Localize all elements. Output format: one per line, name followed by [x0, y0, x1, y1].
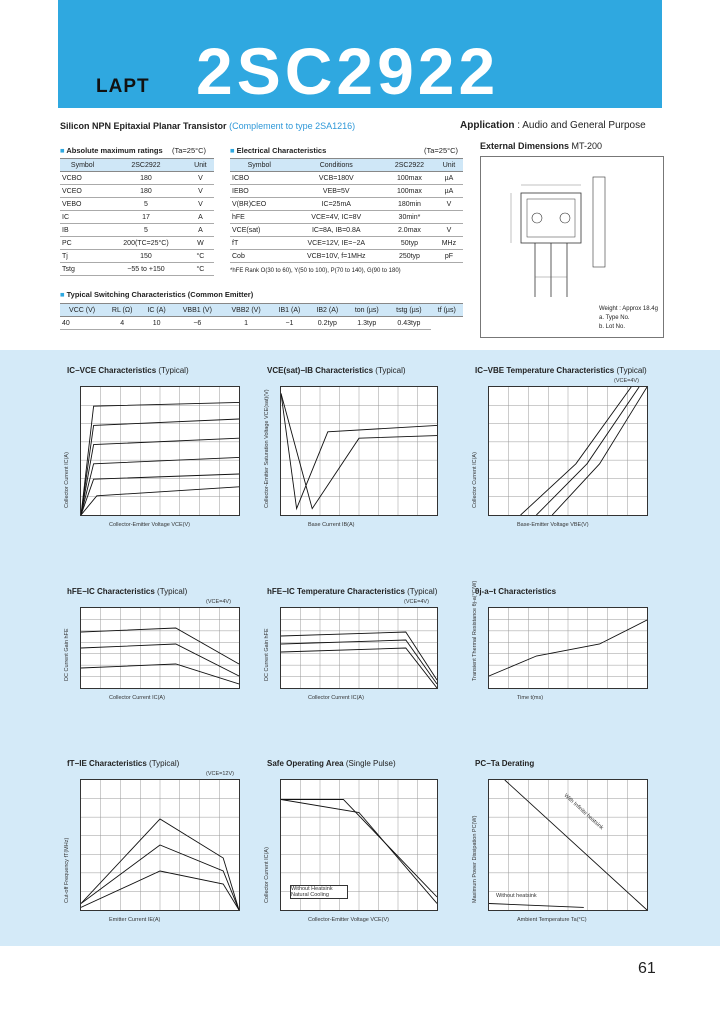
chart-ylabel: Collector Current IC(A) [472, 452, 478, 508]
table-cell: A [187, 224, 214, 237]
chart-title-text: Safe Operating Area [267, 759, 344, 768]
table-header: IB2 (A) [308, 304, 346, 317]
table-header: Unit [435, 159, 463, 172]
chart-xlabel: Base-Emitter Voltage VBE(V) [517, 522, 589, 528]
chart-title-text: PC−Ta Derating [475, 759, 535, 768]
table-row [60, 185, 214, 198]
table-cell: VEB=5V [288, 185, 384, 198]
table-cell: PC [60, 237, 105, 250]
elec-table [230, 158, 463, 263]
chart-xlabel: Collector Current IC(A) [109, 695, 165, 701]
table-header: tstg (µs) [387, 304, 430, 317]
table-cell: −6 [173, 317, 222, 330]
chart-condition: (VCE=12V) [206, 771, 234, 777]
table-header: Symbol [60, 159, 105, 172]
table-cell: 5 [105, 224, 187, 237]
chart-condition: (VCE=4V) [404, 599, 429, 605]
table-header: VBB2 (V) [222, 304, 271, 317]
table-row [230, 211, 463, 224]
chart-curve [521, 387, 632, 515]
package-notes [599, 305, 658, 332]
chart-grid-svg [281, 608, 437, 688]
table-cell: 180min [384, 198, 435, 211]
table-header: Unit [187, 159, 214, 172]
switching-title: Typical Switching Characteristics (Common Emitter) [66, 290, 254, 299]
table-row [60, 211, 214, 224]
table-cell: IEBO [230, 185, 288, 198]
table-cell: VEBO [60, 198, 105, 211]
table-header: Conditions [288, 159, 384, 172]
chart-plot-c3 [488, 386, 648, 516]
table-cell: IB [60, 224, 105, 237]
table-cell: A [187, 211, 214, 224]
table-cell: V(BR)CEO [230, 198, 288, 211]
table-cell: Tstg [60, 263, 105, 276]
table-cell: VCB=180V [288, 172, 384, 185]
device-subtitle [60, 121, 355, 131]
switching-heading: ■ Typical Switching Characteristics (Common Emitter) [60, 290, 254, 299]
chart-ylabel: Collector-Emitter Saturation Voltage VCE(sat)(V) [264, 389, 270, 508]
chart-curve [489, 904, 584, 908]
table-cell: IC=25mA [288, 198, 384, 211]
chart-title-sub: (Typical) [157, 587, 188, 596]
chart-grid-svg [81, 780, 239, 910]
table-header: 2SC2922 [105, 159, 187, 172]
application-value: : Audio and General Purpose [517, 120, 646, 131]
chart-title-c9 [475, 759, 534, 768]
table-cell: 100max [384, 172, 435, 185]
chart-title-sub: (Typical) [616, 366, 647, 375]
table-cell: 5 [105, 198, 187, 211]
chart-title-c5 [267, 587, 437, 596]
table-cell: V [435, 224, 463, 237]
table-row [230, 172, 463, 185]
table-row [230, 224, 463, 237]
table-header: 2SC2922 [384, 159, 435, 172]
chart-condition: (VCE=4V) [206, 599, 231, 605]
table-cell: 180 [105, 172, 187, 185]
chart-curve [505, 780, 647, 910]
table-cell: MHz [435, 237, 463, 250]
chart-title-c2 [267, 366, 406, 375]
table-cell: 10 [140, 317, 173, 330]
table-cell: VCE(sat) [230, 224, 288, 237]
chart-plot-c2 [280, 386, 438, 516]
application-label: Application [460, 120, 515, 131]
chart-title-c3 [475, 366, 647, 375]
chart-title-c4 [67, 587, 187, 596]
chart-title-c8 [267, 759, 396, 768]
chart-title-text: hFE−IC Characteristics [67, 587, 155, 596]
package-note-b: b. Lot No. [599, 324, 626, 330]
table-cell [435, 211, 463, 224]
table-cell: °C [187, 263, 214, 276]
package-drawing [480, 156, 664, 338]
table-cell: 40 [60, 317, 104, 330]
table-cell: °C [187, 250, 214, 263]
table-cell: 1.3typ [346, 317, 387, 330]
chart-title-text: hFE−IC Temperature Characteristics [267, 587, 405, 596]
derating-label-heatsink: With Infinite heatsink [562, 792, 605, 832]
table-cell: µA [435, 185, 463, 198]
table-cell: IC=8A, IB=0.8A [288, 224, 384, 237]
chart-title-text: VCE(sat)−IB Characteristics [267, 366, 374, 375]
chart-ylabel: Collector Current IC(A) [264, 847, 270, 903]
table-cell: VCEO [60, 185, 105, 198]
chart-plot-c4 [80, 607, 240, 689]
elec-title: Electrical Characteristics [236, 146, 327, 155]
external-dimensions-title: External Dimensions [480, 141, 570, 151]
chart-xlabel: Emitter Current IE(A) [109, 917, 161, 923]
abs-max-table [60, 158, 214, 276]
switching-table [60, 303, 463, 330]
chart-xlabel: Collector-Emitter Voltage VCE(V) [109, 522, 190, 528]
table-cell: VCB=10V, f=1MHz [288, 250, 384, 263]
chart-title-sub: (Single Pulse) [345, 759, 396, 768]
chart-title-text: IC−VBE Temperature Characteristics [475, 366, 615, 375]
table-header: ton (µs) [346, 304, 387, 317]
table-header: RL (Ω) [104, 304, 140, 317]
table-row [230, 250, 463, 263]
chart-note: Without Heatsink Natural Cooling [290, 885, 348, 899]
table-cell: 50typ [384, 237, 435, 250]
chart-title-text: IC−VCE Characteristics [67, 366, 157, 375]
abs-max-title: Absolute maximum ratings [66, 146, 163, 155]
table-cell: VCE=4V, IC=8V [288, 211, 384, 224]
table-cell: pF [435, 250, 463, 263]
chart-plot-c6 [488, 607, 648, 689]
table-cell: 1 [222, 317, 271, 330]
table-row [230, 185, 463, 198]
table-cell: 200(TC=25°C) [105, 237, 187, 250]
table-cell: µA [435, 172, 463, 185]
table-row [60, 263, 214, 276]
abs-max-condition: (Ta=25°C) [172, 146, 207, 155]
table-cell: 250typ [384, 250, 435, 263]
chart-title-sub: (Typical) [375, 366, 406, 375]
hfe-rank-note: *hFE Rank O(30 to 60), Y(50 to 100), P(70 to 140), G(90 to 180) [230, 268, 401, 274]
chart-grid-svg [489, 387, 647, 515]
table-cell: 2.0max [384, 224, 435, 237]
chart-grid-svg [489, 608, 647, 688]
table-row [60, 250, 214, 263]
page-number: 61 [638, 960, 656, 977]
table-cell: W [187, 237, 214, 250]
table-cell: Cob [230, 250, 288, 263]
table-row [60, 198, 214, 211]
chart-plot-c7 [80, 779, 240, 911]
table-cell: V [187, 198, 214, 211]
chart-grid-svg [81, 608, 239, 688]
table-row [230, 237, 463, 250]
table-header: IB1 (A) [270, 304, 308, 317]
chart-title-c6 [475, 587, 556, 596]
complement-note: (Complement to type 2SA1216) [229, 121, 356, 131]
table-cell: ICBO [230, 172, 288, 185]
chart-xlabel: Ambient Temperature Ta(°C) [517, 917, 587, 923]
chart-xlabel: Collector-Emitter Voltage VCE(V) [308, 917, 389, 923]
table-cell: −1 [270, 317, 308, 330]
table-cell: 100max [384, 185, 435, 198]
table-header: VCC (V) [60, 304, 104, 317]
table-cell: hFE [230, 211, 288, 224]
table-cell: V [187, 172, 214, 185]
table-header: IC (A) [140, 304, 173, 317]
series-label: LAPT [96, 76, 150, 97]
chart-ylabel: Transient Thermal Resistance θj-a(°C/W) [472, 580, 478, 681]
chart-xlabel: Collector Current IC(A) [308, 695, 364, 701]
table-cell: 30min* [384, 211, 435, 224]
table-cell: VCBO [60, 172, 105, 185]
chart-ylabel: Cut-off Frequency fT(MHz) [64, 837, 70, 903]
abs-max-heading: ■ Absolute maximum ratings [60, 146, 163, 155]
chart-title-sub: (Typical) [407, 587, 438, 596]
chart-title-c1 [67, 366, 189, 375]
chart-ylabel: Maximum Power Dissipation PC(W) [472, 815, 478, 903]
chart-xlabel: Time t(ms) [517, 695, 544, 701]
table-header: Symbol [230, 159, 288, 172]
package-code: MT-200 [571, 141, 603, 151]
external-dimensions-heading [480, 141, 602, 151]
table-row [60, 172, 214, 185]
chart-title-text: fT−IE Characteristics [67, 759, 147, 768]
chart-xlabel: Base Current IB(A) [308, 522, 355, 528]
table-row [230, 198, 463, 211]
elec-condition: (Ta=25°C) [424, 146, 459, 155]
table-cell: −55 to +150 [105, 263, 187, 276]
table-cell: 0.2typ [308, 317, 346, 330]
table-cell: Tj [60, 250, 105, 263]
elec-heading: ■ Electrical Characteristics [230, 146, 327, 155]
application-line [460, 120, 646, 131]
table-cell: VCE=12V, IE=−2A [288, 237, 384, 250]
table-cell: 4 [104, 317, 140, 330]
table-cell: V [435, 198, 463, 211]
table-header: VBB1 (V) [173, 304, 222, 317]
table-cell: fT [230, 237, 288, 250]
derating-label-no-heatsink: Without heatsink [496, 893, 537, 899]
chart-curve [552, 387, 647, 515]
table-cell: 0.43typ [387, 317, 430, 330]
table-cell: V [187, 185, 214, 198]
device-type: Silicon NPN Epitaxial Planar Transistor [60, 121, 227, 131]
chart-grid-svg [281, 387, 437, 515]
chart-title-text: θj-a−t Characteristics [475, 587, 557, 596]
chart-title-c7 [67, 759, 179, 768]
part-number-title: 2SC2922 [196, 34, 500, 108]
chart-condition: (VCE=4V) [614, 378, 639, 384]
chart-grid-svg [81, 387, 239, 515]
table-cell: IC [60, 211, 105, 224]
chart-ylabel: DC Current Gain hFE [64, 628, 70, 681]
table-header: tf (µs) [431, 304, 463, 317]
package-note-a: a. Type No. [599, 315, 630, 321]
chart-plot-c1 [80, 386, 240, 516]
chart-plot-c5 [280, 607, 438, 689]
table-cell: 180 [105, 185, 187, 198]
table-cell: 150 [105, 250, 187, 263]
chart-title-sub: (Typical) [158, 366, 189, 375]
chart-ylabel: Collector Current IC(A) [64, 452, 70, 508]
chart-ylabel: DC Current Gain hFE [264, 628, 270, 681]
chart-title-sub: (Typical) [149, 759, 180, 768]
package-weight: Weight : Approx 18.4g [599, 306, 658, 312]
table-row [60, 237, 214, 250]
table-cell: 17 [105, 211, 187, 224]
table-row [60, 224, 214, 237]
